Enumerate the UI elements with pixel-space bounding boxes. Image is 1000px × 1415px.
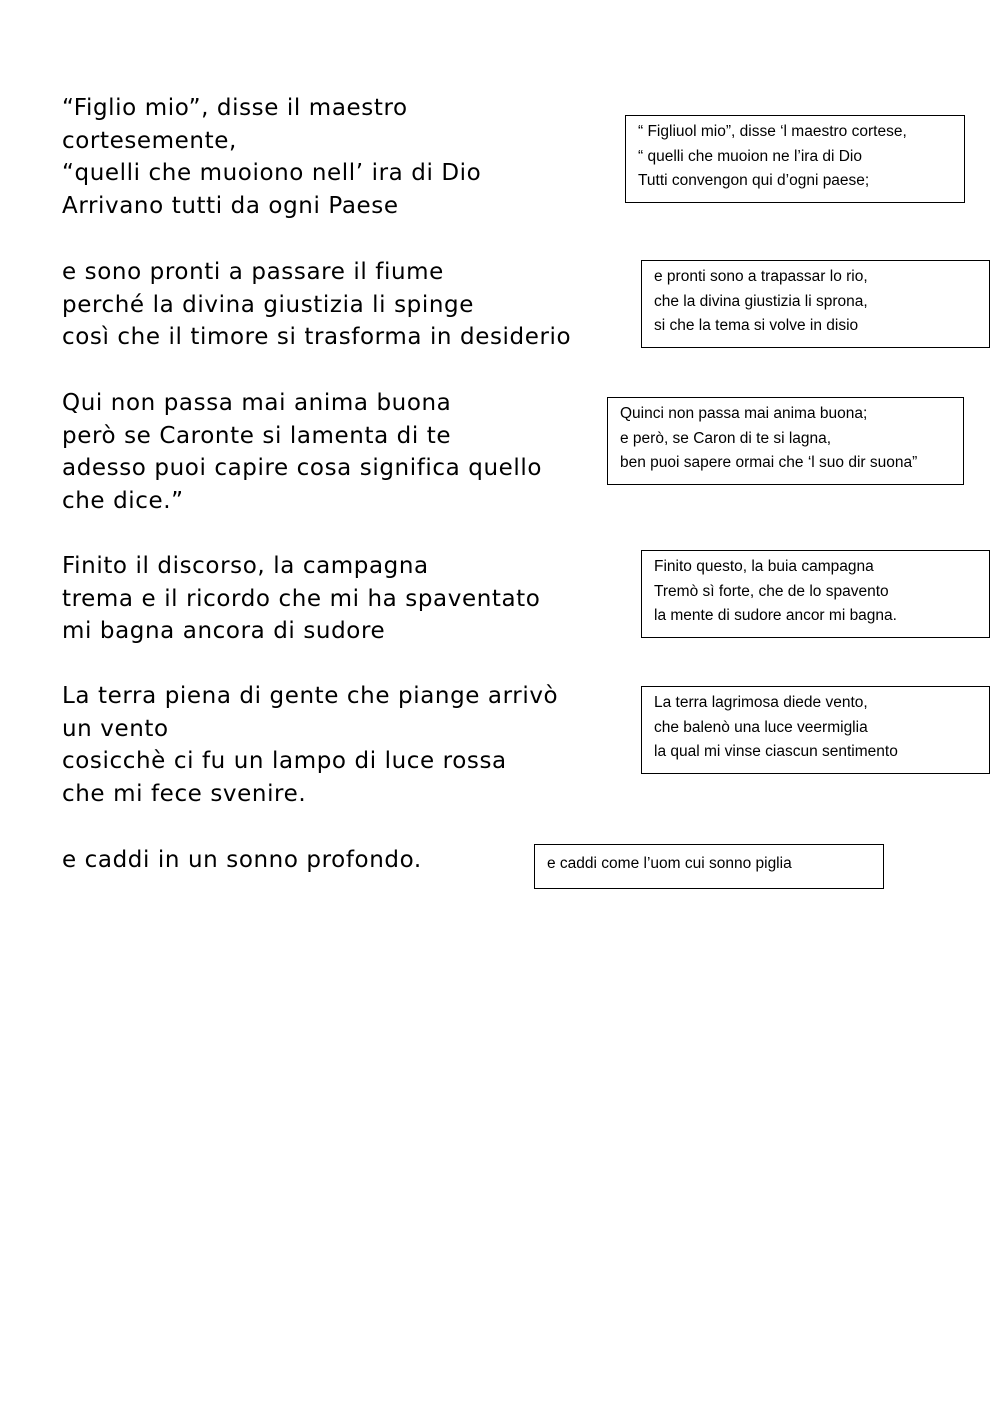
original-verse-box-2 [641,260,990,348]
modern-line: adesso puoi capire cosa significa quello [62,455,543,482]
original-line: e pronti sono a trapassar lo rio, [654,268,868,285]
original-line: Tremò sì forte, che de lo spavento [654,582,889,600]
original-line: la qual mi vinse ciascun sentimento [654,743,898,761]
modern-line: e caddi in un sonno profondo. [62,847,422,873]
modern-stanza-1 [62,92,481,222]
original-line: “ quelli che muoion ne l’ira di Dio [638,147,863,165]
modern-line: La terra piena di gente che piange arrivò [62,683,559,709]
original-line: Finito questo, la buia campagna [654,558,874,575]
modern-line: perché la divina giustizia li spinge [62,291,474,318]
original-line: “ Figliuol mio”, disse ‘l maestro cortese, [638,123,907,140]
modern-line: “quelli che muoiono nell’ ira di Dio [62,160,482,187]
original-line: che la divina giustizia li sprona, [654,292,868,310]
modern-line: cosicchè ci fu un lampo di luce rossa [62,748,507,775]
original-verse-box-1 [625,115,965,203]
original-verse-box-5 [641,686,990,774]
original-line: Quinci non passa mai anima buona; [620,405,868,422]
modern-line: Finito il discorso, la campagna [62,553,429,579]
modern-stanza-6 [62,844,422,877]
modern-line: un vento [62,715,169,742]
modern-line: “Figlio mio”, disse il maestro [62,95,408,121]
original-line: La terra lagrimosa diede vento, [654,694,868,711]
modern-line: Qui non passa mai anima buona [62,390,452,416]
modern-line: che dice.” [62,487,184,514]
modern-line: cortesemente, [62,127,237,154]
modern-stanza-5 [62,680,558,810]
original-line: e caddi come l’uom cui sonno piglia [547,855,792,872]
modern-line: mi bagna ancora di sudore [62,618,386,645]
modern-line: così che il timore si trasforma in desiderio [62,324,572,351]
modern-line: Arrivano tutti da ogni Paese [62,192,399,219]
original-line: la mente di sudore ancor mi bagna. [654,607,897,625]
original-line: si che la tema si volve in disio [654,317,859,335]
original-line: Tutti convengon qui d’ogni paese; [638,172,870,190]
original-verse-box-6 [534,844,884,889]
modern-stanza-3 [62,387,542,517]
modern-stanza-2 [62,256,571,354]
original-verse-box-3 [607,397,964,485]
original-verse-box-4 [641,550,990,638]
original-line: e però, se Caron di te si lagna, [620,429,832,447]
modern-line: però se Caronte si lamenta di te [62,422,452,449]
modern-line: trema e il ricordo che mi ha spaventato [62,585,541,612]
original-line: ben puoi sapere ormai che ‘l suo dir suona” [620,454,918,472]
modern-stanza-4 [62,550,540,648]
original-line: che balenò una luce veermiglia [654,718,868,736]
modern-line: che mi fece svenire. [62,780,307,807]
modern-line: e sono pronti a passare il fiume [62,259,444,285]
